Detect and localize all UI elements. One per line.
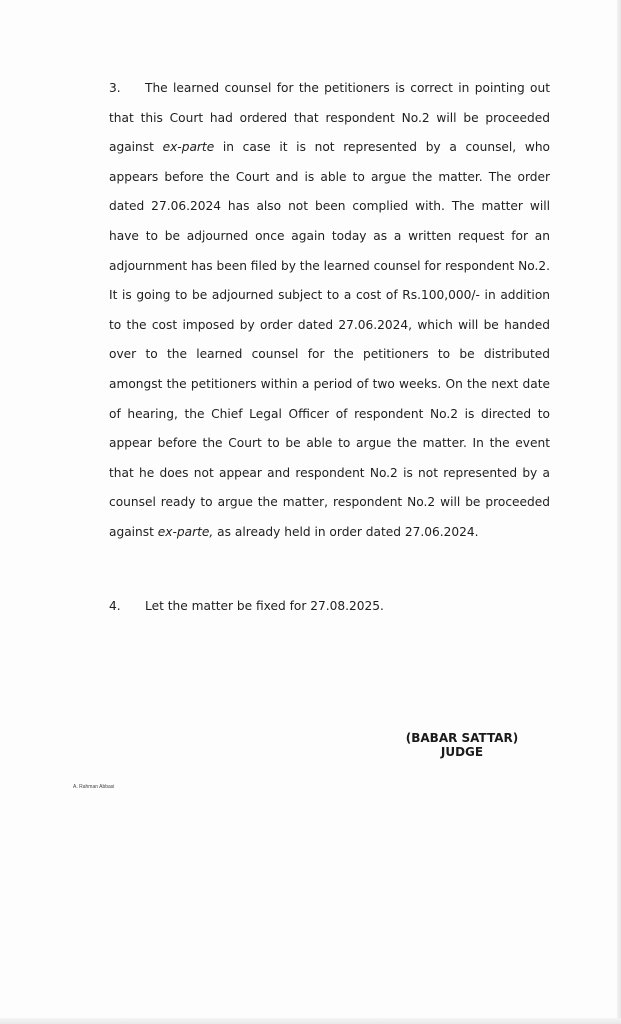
italic-term: ex-parte: [162, 140, 215, 155]
page-edge-shadow-right: [617, 0, 621, 1024]
paragraph-4: [109, 592, 550, 622]
paragraph-text: Let the matter be fixed for 27.08.2025.: [145, 599, 384, 613]
clerk-initials: A. Rahman Abbasi: [73, 784, 115, 790]
paragraph-3: [109, 74, 550, 548]
judge-name: (BABAR SATTAR): [405, 731, 519, 745]
paragraph-text: in case it is not represented by a counsel, who appears before the Court and is able to argue the matter. The order dated 27.06.2024 has also not been complied with. The matter will have to be adjourned once again today as a written request for an adjournment has been filed by the learned counsel for respondent No.2. It is going to be adjourned subject to a cost of Rs.100,000/- in addition to the cost imposed by order dated 27.06.2024, which will be handed over to the learned counsel for the petitioners to be distributed amongst the petitioners within a period of two weeks. On the next date of hearing, the Chief Legal Officer of respondent No.2 is directed to appear before the Court to be able to argue the matter. In the event that he does not appear and respondent No.2 is not represented by a counsel ready to argue the matter, respondent No.2 will be proceeded against: [109, 140, 550, 539]
paragraph-text: The learned counsel for the petitioners is correct in pointing out that this Court had ordered that respondent No.2 will be proceeded against: [109, 81, 550, 155]
italic-term: ex-parte,: [157, 524, 214, 539]
page-edge-shadow-bottom: [0, 1018, 621, 1024]
paragraph-number: 3.: [109, 81, 121, 95]
paragraph-text: as already held in order dated 27.06.2024.: [213, 524, 479, 539]
judge-title: JUDGE: [440, 745, 484, 759]
paragraph-number: 4.: [109, 599, 121, 613]
